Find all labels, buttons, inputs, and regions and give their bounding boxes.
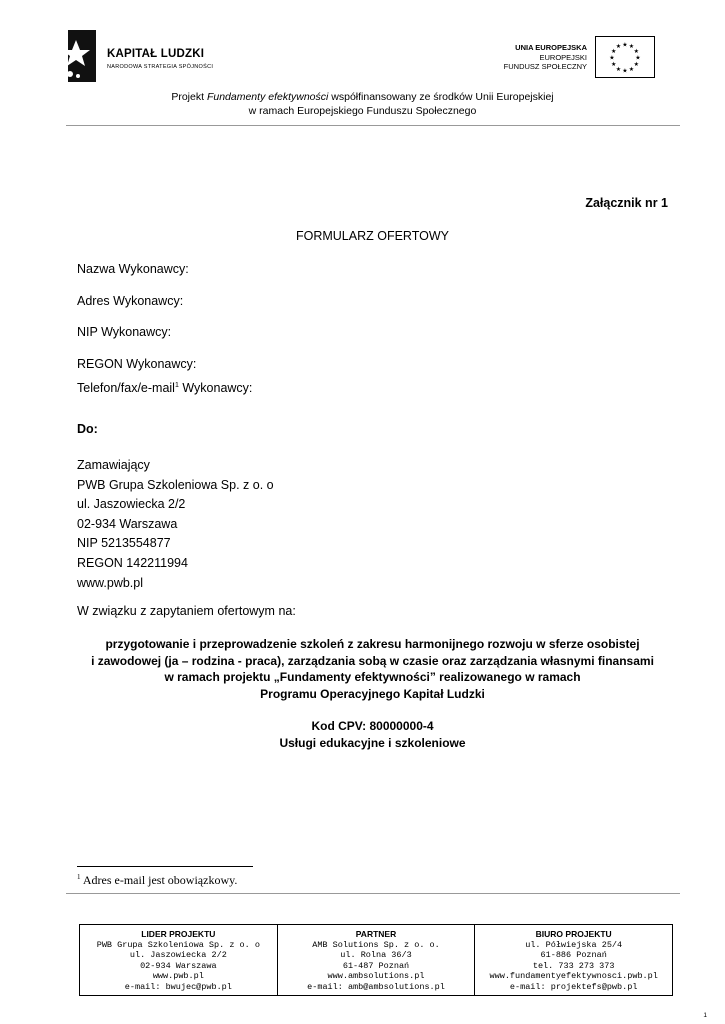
- regon-label: REGON Wykonawcy:: [77, 357, 197, 371]
- recipient-block: [77, 456, 274, 593]
- eu-star-icon: ★: [628, 66, 635, 73]
- recipient-line: ul. Jaszowiecka 2/2: [77, 497, 186, 512]
- eu-star-icon: ★: [611, 62, 617, 68]
- subject-line: Programu Operacyjnego Kapitał Ludzki: [260, 686, 485, 701]
- footer-column-heading: LIDER PROJEKTU: [141, 929, 216, 939]
- eu-star-icon: ★: [633, 49, 639, 55]
- eu-star-icon: ★: [615, 44, 622, 51]
- subject-line: i zawodowej (ja – rodzina - praca), zarządzania sobą w czasie oraz zarządzania własnymi finansami: [91, 653, 654, 668]
- eu-star-icon: ★: [622, 68, 628, 75]
- project-name: Fundamenty efektywności: [206, 91, 329, 103]
- footer-line: e-mail: bwujec@pwb.pl: [124, 981, 232, 992]
- project-suffix: współfinansowany ze środków Unii Europejskiej: [328, 91, 554, 103]
- footer-contacts-table: [79, 924, 673, 996]
- eu-star-icon: ★: [609, 55, 615, 62]
- eu-flag-icon: [595, 36, 655, 78]
- eu-label-line3: FUNDUSZ SPOŁECZNY: [503, 62, 587, 71]
- form-title: FORMULARZ OFERTOWY: [295, 229, 449, 243]
- logo-subtitle: NARODOWA STRATEGIA SPÓJNOŚCI: [107, 64, 214, 70]
- recipient-line: Zamawiający: [77, 458, 150, 472]
- cpv-description: Usługi edukacyjne i szkoleniowe: [279, 735, 466, 750]
- footer-line: 61-886 Poznań: [540, 950, 607, 961]
- footer-line: PWB Grupa Szkoleniowa Sp. z o. o: [96, 939, 260, 950]
- contact-label-suffix: Wykonawcy:: [178, 381, 253, 395]
- footer-column-leader: [80, 925, 277, 995]
- project-line-2: w ramach Europejskiego Funduszu Społecznego: [248, 105, 477, 117]
- eu-star-icon: ★: [635, 55, 641, 62]
- footer-column-heading: BIURO PROJEKTU: [535, 929, 612, 939]
- footer-line: www.fundamentyefektywnosci.pwb.pl: [489, 971, 658, 982]
- to-label: Do:: [77, 422, 98, 436]
- annex-label: Załącznik nr 1: [585, 196, 668, 210]
- footnote: [77, 873, 237, 888]
- header-divider: [66, 125, 680, 126]
- eu-star-icon: ★: [622, 42, 628, 49]
- footnote-divider: [77, 866, 253, 867]
- project-prefix: Projekt: [171, 91, 207, 103]
- footer-line: ul. Rolna 36/3: [340, 950, 412, 961]
- recipient-line: REGON 142211994: [77, 555, 188, 570]
- kapital-ludzki-emblem-icon: [62, 30, 102, 82]
- footer-line: 02-934 Warszawa: [140, 960, 217, 971]
- footer-line: e-mail: projektefs@pwb.pl: [509, 981, 638, 992]
- page-number: 1: [703, 1012, 707, 1019]
- subject-line: w ramach projektu „Fundamenty efektywności” realizowanego w ramach: [164, 670, 581, 684]
- inquiry-intro: W związku z zapytaniem ofertowym na:: [77, 604, 296, 618]
- footer-column-heading: PARTNER: [355, 929, 397, 939]
- recipient-line: www.pwb.pl: [77, 575, 143, 590]
- footer-column-office: [474, 925, 672, 995]
- footer-line: www.ambsolutions.pl: [327, 971, 425, 982]
- footer-line: ul. Jaszowiecka 2/2: [129, 950, 227, 961]
- subject-block: [0, 636, 725, 702]
- footer-line: ul. Półwiejska 25/4: [525, 939, 623, 950]
- eu-label-line2: EUROPEJSKI: [539, 52, 587, 62]
- eu-star-icon: ★: [611, 49, 617, 55]
- footer-divider: [66, 893, 680, 894]
- project-header: [0, 90, 725, 118]
- footer-column-partner: [277, 925, 475, 995]
- logo-title: KAPITAŁ LUDZKI: [107, 48, 205, 60]
- footer-line: 61-487 Poznań: [342, 960, 410, 971]
- footer-line: www.pwb.pl: [152, 971, 204, 982]
- footnote-text: Adres e-mail jest obowiązkowy.: [80, 873, 238, 887]
- project-line-1: [0, 90, 725, 104]
- footer-line: AMB Solutions Sp. z o. o.: [312, 939, 440, 950]
- eu-star-icon: ★: [633, 62, 639, 68]
- contractor-address-label: Adres Wykonawcy:: [77, 294, 184, 308]
- eu-star-icon: ★: [628, 44, 635, 51]
- footnote-ref: 1: [174, 382, 179, 389]
- contact-label: [77, 381, 252, 395]
- recipient-line: NIP 5213554877: [77, 536, 171, 551]
- cpv-block: [0, 718, 725, 751]
- cpv-code: Kod CPV: 80000000-4: [311, 719, 434, 733]
- recipient-line: PWB Grupa Szkoleniowa Sp. z o. o: [77, 477, 274, 492]
- subject-line: przygotowanie i przeprowadzenie szkoleń z zakresu harmonijnego rozwoju w sferze osobistej: [105, 637, 640, 651]
- eu-label: [504, 43, 587, 72]
- footer-line: e-mail: amb@ambsolutions.pl: [307, 981, 445, 992]
- recipient-line: 02-934 Warszawa: [77, 516, 178, 531]
- kapital-ludzki-logo: [62, 30, 222, 82]
- footnote-number: 1: [77, 873, 81, 881]
- eu-label-line1: UNIA EUROPEJSKA: [515, 43, 587, 52]
- footer-line: tel. 733 273 373: [532, 960, 615, 971]
- contractor-name-label: Nazwa Wykonawcy:: [77, 262, 189, 276]
- eu-star-icon: ★: [615, 66, 622, 73]
- contact-label-text: Telefon/fax/e-mail: [77, 381, 175, 395]
- nip-label: NIP Wykonawcy:: [77, 325, 172, 339]
